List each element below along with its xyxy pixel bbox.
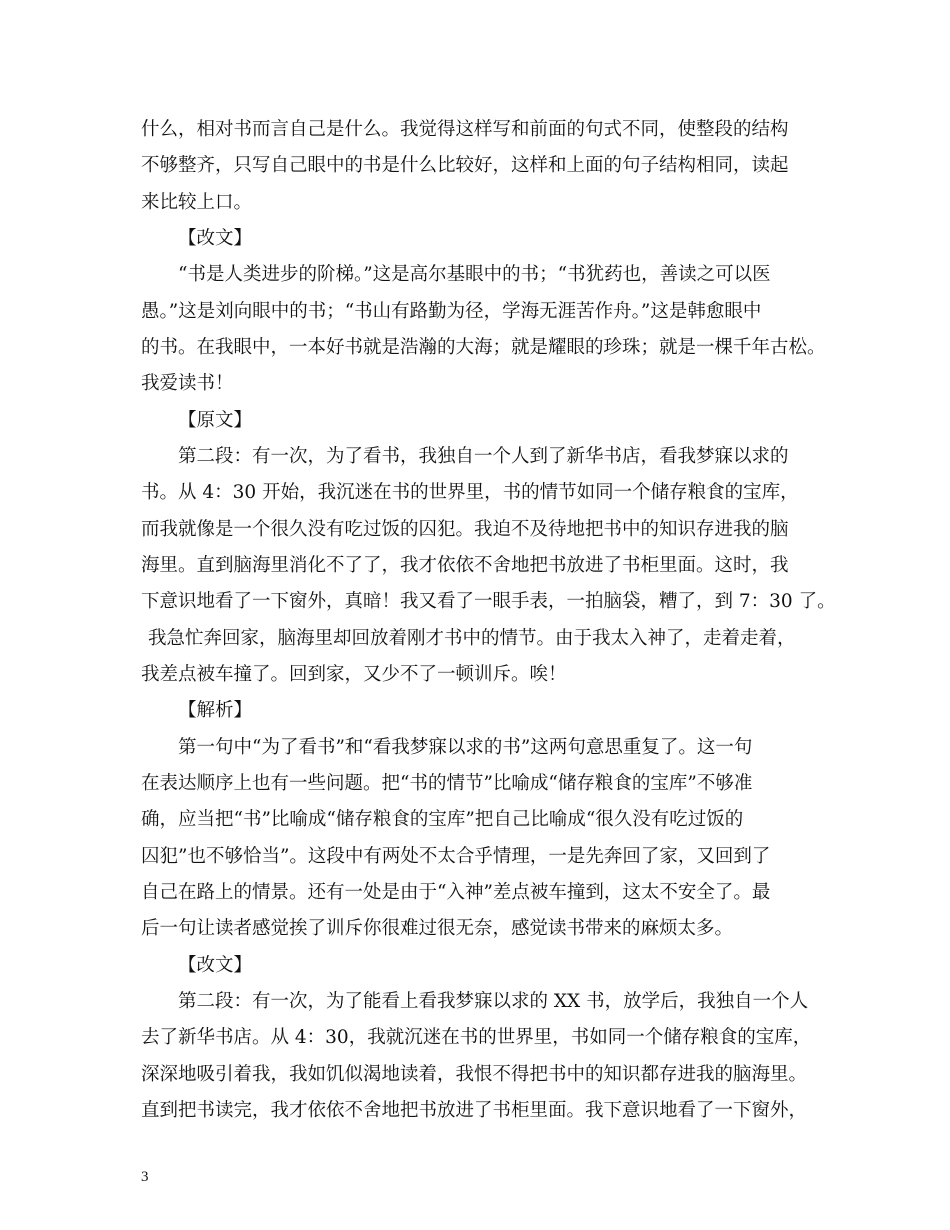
- text-line: 去了新华书店。从 4：30，我就沉迷在书的世界里，书如同一个储存粮食的宝库，: [141, 1027, 812, 1048]
- text-line: 愚。”这是刘向眼中的书；“书山有路勤为径，学海无涯苦作舟。”这是韩愈眼中: [141, 301, 762, 322]
- text-line: 第一句中“为了看书”和“看我梦寐以求的书”这两句意思重复了。这一句: [178, 737, 753, 758]
- text-line: 在表达顺序上也有一些问题。把“书的情节”比喻成“储存粮食的宝库”不够准: [141, 773, 753, 794]
- text-line: 我爱读书！: [141, 373, 234, 394]
- text-line: “书是人类进步的阶梯。”这是高尔基眼中的书；“书犹药也，善读之可以医: [178, 264, 771, 285]
- text-line: 自己在路上的情景。还有一处是由于“入神”差点被车撞到，这太不安全了。最: [141, 882, 771, 903]
- text-line: 海里。直到脑海里消化不了了，我才依依不舍地把书放进了书柜里面。这时，我: [141, 555, 789, 576]
- page-number: 3: [141, 1169, 149, 1185]
- text-line: 第二段：有一次，为了能看上看我梦寐以求的 XX 书，放学后，我独自一个人: [178, 991, 809, 1012]
- section-heading: 【改文】: [178, 955, 253, 976]
- section-heading: 【改文】: [178, 228, 253, 249]
- text-line: 后一句让读者感觉挨了训斥你很难过很无奈，感觉读书带来的麻烦太多。: [141, 918, 734, 939]
- text-line: 而我就像是一个很久没有吃过饭的囚犯。我迫不及待地把书中的知识存进我的脑: [141, 519, 789, 540]
- section-heading: 【原文】: [178, 410, 253, 431]
- text-line: 囚犯”也不够恰当”。这段中有两处不太合乎情理，一是先奔回了家，又回到了: [141, 846, 771, 867]
- text-line: 来比较上口。: [141, 192, 253, 213]
- section-heading: 【解析】: [178, 700, 253, 721]
- text-line: 确，应当把“书”比喻成“储存粮食的宝库”把自己比喻成“很久没有吃过饭的: [141, 809, 744, 830]
- text-line: 深深地吸引着我，我如饥似渴地读着，我恨不得把书中的知识都存进我的脑海里。: [141, 1064, 808, 1085]
- text-line: 直到把书读完，我才依依不舍地把书放进了书柜里面。我下意识地看了一下窗外，: [141, 1100, 808, 1121]
- text-line: 不够整齐，只写自己眼中的书是什么比较好，这样和上面的句子结构相同，读起: [141, 155, 789, 176]
- text-line: 什么，相对书而言自己是什么。我觉得这样写和前面的句式不同，使整段的结构: [141, 119, 789, 140]
- text-line: 书。从 4：30 开始，我沉迷在书的世界里，书的情节如同一个储存粮食的宝库，: [141, 482, 799, 503]
- text-line: 我差点被车撞了。回到家，又少不了一顿训斥。唉！: [141, 664, 567, 685]
- text-line: 我急忙奔回家，脑海里却回放着刚才书中的情节。由于我太入神了，走着走着，: [148, 628, 796, 649]
- text-line: 的书。在我眼中，一本好书就是浩瀚的大海；就是耀眼的珍珠；就是一棵千年古松。: [141, 337, 826, 358]
- text-line: 下意识地看了一下窗外，真暗！我又看了一眼手表，一拍脑袋，糟了，到 7：30 了。: [141, 591, 836, 612]
- text-line: 第二段：有一次，为了看书，我独自一个人到了新华书店，看我梦寐以求的: [178, 446, 789, 467]
